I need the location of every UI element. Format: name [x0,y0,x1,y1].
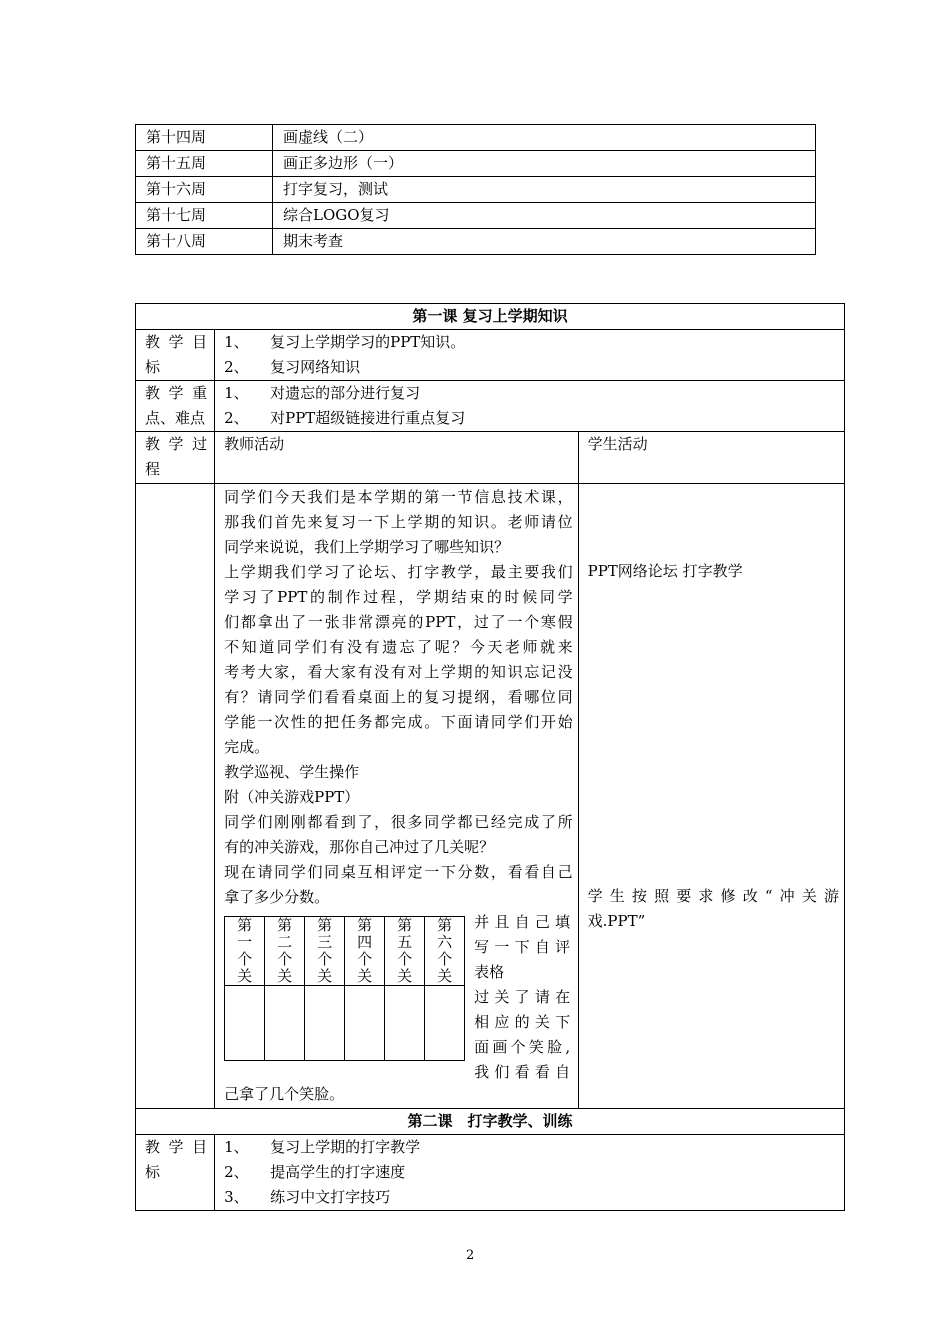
self-eval-note-line: 并且自己填 [474,913,571,931]
key-item: 2、 对PPT超级链接进行重点复习 [224,409,466,427]
eval-header-cell: 第五个关 [385,917,425,986]
student-note-2-line: 学生按照要求修改“冲关游 [587,887,839,905]
self-eval-note-line: 面画个笑脸, [474,1038,571,1056]
schedule-week: 第十五周 [136,151,273,177]
teacher-text-line: 上学期我们学习了论坛、打字教学，最主要我们 [224,563,573,581]
lesson1-process-empty [136,484,215,1109]
teacher-text-line: 教学巡视、学生操作 [224,763,360,781]
teacher-text-line: 有的冲关游戏，那你自己冲过了几关呢？ [224,838,495,856]
self-eval-note-line: 过关了请在 [474,988,571,1006]
student-activity-content [578,484,844,1109]
schedule-topic: 期末考查 [273,229,816,255]
eval-header-cell: 第二个关 [265,917,305,986]
schedule-row [136,229,816,255]
self-eval-tail-note: 己拿了几个笑脸。 [224,1085,345,1103]
teacher-text-line: 同学们今天我们是本学期的第一节信息技术课， [224,488,573,506]
lesson2-goal-label: 教学目 标 [136,1135,215,1211]
teacher-text-line: 不知道同学们有没有遗忘了呢？今天老师就来 [224,638,573,656]
schedule-week: 第十六周 [136,177,273,203]
teacher-text-line: 学习了PPT的制作过程，学期结束的时候同学 [224,588,573,606]
teacher-text-line: 那我们首先来复习一下上学期的知识。老师请位 [224,513,573,531]
eval-header-cell: 第四个关 [345,917,385,986]
lesson1-goal-label: 教学目 标 [136,330,215,381]
eval-score-cell [305,986,345,1061]
eval-header-cell: 第三个关 [305,917,345,986]
schedule-topic: 画正多边形（一） [273,151,816,177]
self-eval-note-line: 表格 [474,963,505,981]
eval-header-cell: 第六个关 [425,917,465,986]
schedule-week: 第十四周 [136,125,273,151]
teacher-text-line: 完成。 [224,738,270,756]
schedule-row [136,177,816,203]
schedule-row [136,151,816,177]
lesson1-keys [215,381,845,432]
schedule-row [136,203,816,229]
student-note-2-line: 戏.PPT” [587,912,646,930]
goal-item: 3、 练习中文打字技巧 [224,1188,391,1206]
schedule-topic: 打字复习，测试 [273,177,816,203]
self-eval-block [224,910,573,1108]
lesson2-goals [215,1135,845,1211]
goal-item: 2、 复习网络知识 [224,358,361,376]
self-eval-note [474,910,570,1085]
schedule-topic: 画虚线（二） [273,125,816,151]
self-eval-note-line: 写一下自评 [474,938,571,956]
eval-score-cell [225,986,265,1061]
teacher-text-line: 考考大家，看大家有没有对上学期的知识忘记没 [224,663,573,681]
student-note-1: PPT网络论坛 打字教学 [587,562,743,580]
lesson-plan-table [135,303,845,1211]
goal-item: 2、 提高学生的打字速度 [224,1163,406,1181]
eval-score-cell [385,986,425,1061]
lesson1-goals [215,330,845,381]
schedule-table [135,124,816,255]
eval-score-cell [265,986,305,1061]
schedule-topic: 综合LOGO复习 [273,203,816,229]
schedule-row [136,125,816,151]
teacher-activity-content [215,484,579,1109]
teacher-text-line: 同学来说说，我们上学期学习了哪些知识？ [224,538,510,556]
goal-item: 1、 复习上学期学习的PPT知识。 [224,333,466,351]
teacher-text-line: 同学们刚刚都看到了，很多同学都已经完成了所 [224,813,573,831]
student-activity-header: 学生活动 [578,432,844,484]
self-eval-note-line: 相应的关下 [474,1013,571,1031]
lesson1-key-label: 教学重 点、难点 [136,381,215,432]
teacher-activity-header: 教师活动 [215,432,579,484]
goal-item: 1、 复习上学期的打字教学 [224,1138,421,1156]
lesson1-process-label: 教学过 程 [136,432,215,484]
page-number: 2 [466,1248,475,1263]
lesson2-title: 第二课 打字教学、训练 [136,1109,845,1135]
schedule-week: 第十七周 [136,203,273,229]
teacher-text-line: 拿了多少分数。 [224,888,330,906]
student-note-2 [588,884,839,934]
self-eval-table [224,916,465,1061]
key-item: 1、 对遗忘的部分进行复习 [224,384,421,402]
teacher-text-line: 现在请同学们同桌互相评定一下分数，看看自己 [224,863,573,881]
teacher-text-line: 有？请同学们看看桌面上的复习提纲，看哪位同 [224,688,573,706]
teacher-text-line: 们都拿出了一张非常漂亮的PPT，过了一个寒假 [224,613,573,631]
lesson1-title: 第一课 复习上学期知识 [136,304,845,330]
eval-score-cell [425,986,465,1061]
eval-header-cell: 第一个关 [225,917,265,986]
schedule-week: 第十八周 [136,229,273,255]
teacher-text-line: 学能一次性的把任务都完成。下面请同学们开始 [224,713,573,731]
eval-score-cell [345,986,385,1061]
self-eval-note-line: 我们看看自 [474,1063,571,1081]
teacher-text-line: 附（冲关游戏PPT） [224,788,360,806]
